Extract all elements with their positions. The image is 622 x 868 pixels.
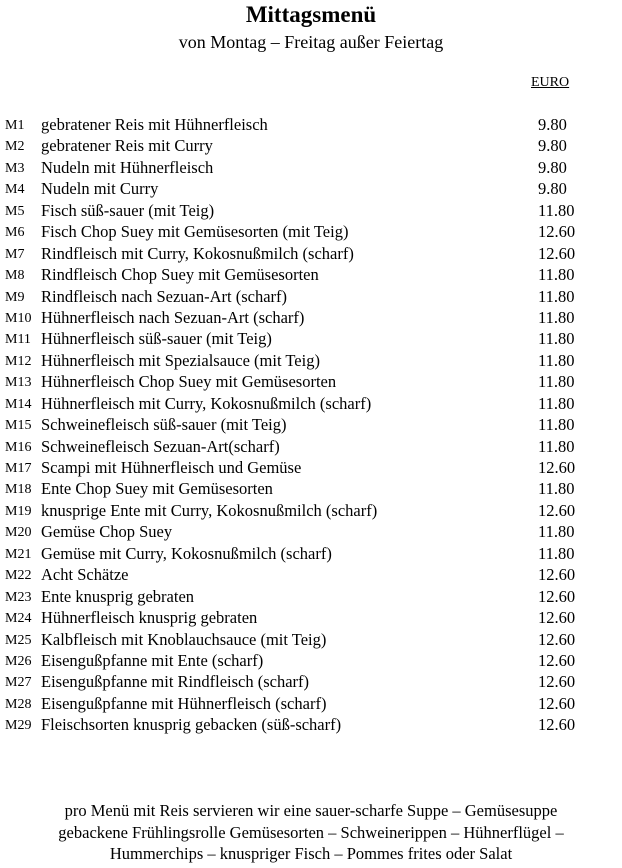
menu-item-name: Fleischsorten knusprig gebacken (süß-scharf) (41, 715, 342, 735)
menu-item-code: M27 (5, 675, 32, 691)
menu-item-name: Rindfleisch mit Curry, Kokosnußmilch (scharf) (41, 243, 354, 263)
menu-item-code: M24 (5, 611, 32, 627)
menu-item (0, 286, 622, 307)
menu-item-name: Schweinefleisch süß-sauer (mit Teig) (41, 415, 287, 435)
menu-item (0, 157, 622, 178)
menu-item-price: 11.80 (538, 415, 575, 435)
menu-item-code: M5 (5, 203, 25, 219)
menu-item-price: 12.60 (538, 222, 576, 242)
menu-item-code: M18 (5, 482, 32, 498)
menu-item-code: M25 (5, 632, 32, 648)
menu-item-code: M21 (5, 546, 32, 562)
menu-item-code: M1 (5, 118, 25, 133)
menu-item (0, 264, 622, 285)
menu-item (0, 607, 622, 628)
menu-item (0, 521, 622, 542)
menu-item-price: 11.80 (538, 543, 575, 563)
menu-item-code: M14 (5, 396, 32, 412)
menu-item (0, 178, 622, 199)
menu-item-code: M15 (5, 418, 32, 434)
footer-note (0, 800, 622, 865)
menu-item-price: 11.80 (538, 436, 575, 456)
menu-item-name: Hühnerfleisch nach Sezuan-Art (scharf) (41, 307, 305, 327)
page-title: Mittagsmenü (245, 2, 377, 27)
menu-item-price: 11.80 (538, 265, 575, 285)
menu-item-code: M12 (5, 353, 32, 369)
menu-item (0, 221, 622, 242)
menu-item (0, 114, 622, 135)
menu-item-name: Acht Schätze (41, 565, 129, 585)
menu-item-code: M7 (5, 246, 25, 262)
menu-list (0, 114, 622, 736)
menu-item-price: 12.60 (538, 629, 576, 649)
menu-item-name: Ente Chop Suey mit Gemüsesorten (41, 479, 273, 499)
menu-item-price: 9.80 (538, 179, 567, 199)
menu-item-name: gebratener Reis mit Hühnerfleisch (41, 115, 268, 134)
menu-item-price: 11.80 (538, 329, 575, 349)
menu-item-price: 9.80 (538, 136, 567, 156)
menu-item-code: M26 (5, 653, 32, 669)
menu-item-name: Hühnerfleisch knusprig gebraten (41, 608, 258, 628)
menu-item (0, 243, 622, 264)
menu-item-code: M23 (5, 589, 32, 605)
menu-item-price: 12.60 (538, 243, 576, 263)
menu-item-price: 12.60 (538, 565, 576, 585)
menu-item (0, 564, 622, 585)
menu-item (0, 650, 622, 671)
menu-item-price: 11.80 (538, 286, 575, 306)
menu-item (0, 350, 622, 371)
menu-item (0, 478, 622, 499)
menu-item-code: M6 (5, 225, 25, 241)
menu-item-code: M10 (5, 310, 32, 326)
footer-line: gebackene Frühlingsrolle Gemüsesorten – Schweinerippen – Hühnerflügel – (58, 822, 564, 842)
menu-item-price: 11.80 (538, 350, 575, 370)
menu-item (0, 393, 622, 414)
menu-item-code: M9 (5, 289, 25, 305)
menu-item-name: knusprige Ente mit Curry, Kokosnußmilch (scharf) (41, 500, 378, 520)
menu-item-name: Scampi mit Hühnerfleisch und Gemüse (41, 458, 302, 477)
currency-label: EURO (531, 75, 570, 90)
menu-item-price: 11.80 (538, 479, 575, 499)
menu-item-name: Eisengußpfanne mit Hühnerfleisch (scharf) (41, 693, 327, 713)
menu-item-price: 12.60 (538, 715, 576, 735)
menu-item (0, 500, 622, 521)
menu-item-price: 12.60 (538, 672, 576, 692)
menu-item (0, 671, 622, 692)
menu-item (0, 135, 622, 156)
menu-item-name: Nudeln mit Hühnerfleisch (41, 157, 214, 177)
menu-item-code: M19 (5, 503, 32, 519)
menu-item-name: Fisch süß-sauer (mit Teig) (41, 200, 215, 220)
menu-item-price: 12.60 (538, 650, 576, 670)
menu-item-name: Fisch Chop Suey mit Gemüsesorten (mit Teig) (41, 222, 349, 242)
menu-item-code: M11 (5, 332, 31, 348)
menu-item-code: M2 (5, 139, 25, 155)
menu-item (0, 693, 622, 714)
menu-item-code: M17 (5, 461, 32, 476)
menu-item-name: Schweinefleisch Sezuan-Art(scharf) (41, 436, 280, 456)
menu-item (0, 328, 622, 349)
menu-item-name: gebratener Reis mit Curry (41, 136, 213, 156)
menu-item-name: Gemüse mit Curry, Kokosnußmilch (scharf) (41, 543, 332, 563)
menu-item-price: 11.80 (538, 393, 575, 413)
menu-item-price: 9.80 (538, 157, 567, 177)
footer-line: Hummerchips – knuspriger Fisch – Pommes frites oder Salat (109, 844, 513, 863)
menu-item-price: 12.60 (538, 608, 576, 628)
menu-item-name: Kalbfleisch mit Knoblauchsauce (mit Teig) (41, 629, 327, 649)
menu-item-code: M22 (5, 568, 32, 584)
menu-item-code: M16 (5, 439, 32, 455)
menu-item-name: Ente knusprig gebraten (41, 586, 195, 606)
menu-item-code: M8 (5, 268, 25, 284)
menu-item-price: 12.60 (538, 500, 576, 520)
menu-item-name: Hühnerfleisch Chop Suey mit Gemüsesorten (41, 372, 337, 392)
menu-item-code: M13 (5, 375, 32, 391)
menu-item-name: Gemüse Chop Suey (41, 522, 173, 542)
menu-item (0, 714, 622, 735)
menu-item (0, 586, 622, 607)
menu-item-price: 9.80 (538, 115, 567, 134)
menu-item (0, 307, 622, 328)
menu-item (0, 436, 622, 457)
menu-item-name: Nudeln mit Curry (41, 179, 159, 199)
page-subtitle: von Montag – Freitag außer Feiertag (178, 32, 444, 52)
menu-item (0, 629, 622, 650)
menu-item-name: Eisengußpfanne mit Rindfleisch (scharf) (41, 672, 310, 692)
menu-item (0, 414, 622, 435)
menu-item-name: Rindfleisch Chop Suey mit Gemüsesorten (41, 265, 319, 285)
footer-line: pro Menü mit Reis servieren wir eine sauer-scharfe Suppe – Gemüsesuppe (64, 801, 558, 820)
menu-item-price: 11.80 (538, 200, 575, 220)
menu-item-name: Eisengußpfanne mit Ente (scharf) (41, 650, 264, 670)
menu-item (0, 371, 622, 392)
menu-item-code: M3 (5, 160, 25, 176)
menu-item-price: 12.60 (538, 458, 576, 477)
menu-item-name: Rindfleisch nach Sezuan-Art (scharf) (41, 286, 288, 306)
menu-item-name: Hühnerfleisch süß-sauer (mit Teig) (41, 329, 272, 349)
menu-item (0, 457, 622, 478)
menu-item-price: 11.80 (538, 372, 575, 392)
menu-item-code: M28 (5, 696, 32, 712)
menu-item-code: M29 (5, 718, 32, 734)
menu-item-price: 12.60 (538, 693, 576, 713)
menu-item (0, 543, 622, 564)
menu-item-name: Hühnerfleisch mit Curry, Kokosnußmilch (scharf) (41, 393, 372, 413)
menu-item-price: 12.60 (538, 586, 576, 606)
menu-item-code: M4 (5, 182, 25, 198)
menu-item (0, 200, 622, 221)
menu-item-price: 11.80 (538, 522, 575, 542)
menu-item-price: 11.80 (538, 307, 575, 327)
menu-item-name: Hühnerfleisch mit Spezialsauce (mit Teig) (41, 350, 320, 370)
menu-item-code: M20 (5, 525, 32, 541)
